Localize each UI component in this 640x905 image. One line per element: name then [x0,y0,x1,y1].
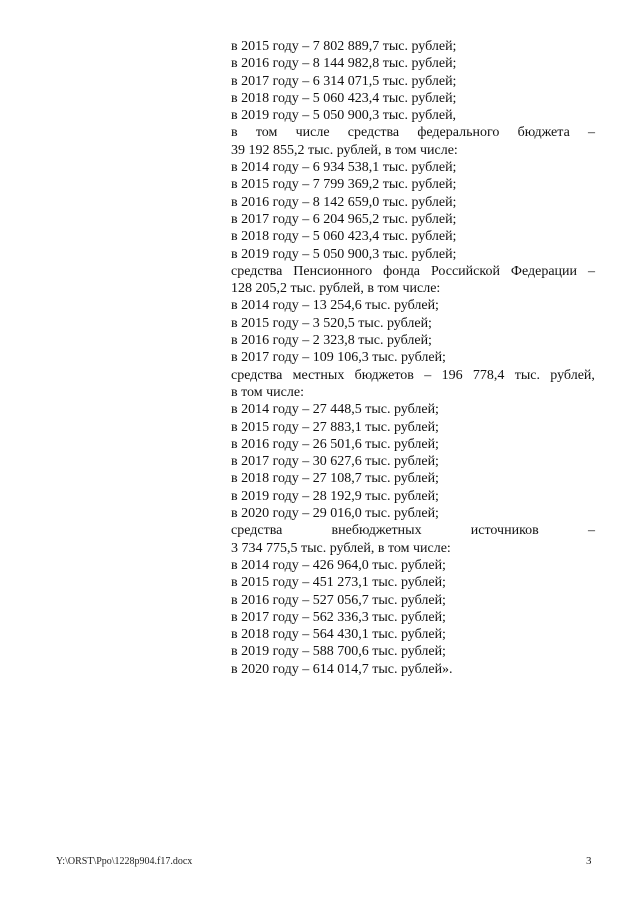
text-line: в 2019 году – 588 700,6 тыс. рублей; [231,644,446,660]
text-word: в [231,125,238,141]
text-line: в 2015 году – 3 520,5 тыс. рублей; [231,315,432,331]
text-word: средства [231,367,283,383]
text-line: в 2015 году – 27 883,1 тыс. рублей; [231,419,439,435]
text-line: в 2015 году – 7 799 369,2 тыс. рублей; [231,177,457,193]
text-line: в 2016 году – 8 144 982,8 тыс. рублей; [231,56,457,72]
text-line: в 2014 году – 27 448,5 тыс. рублей; [231,402,439,418]
text-line: в 2017 году – 6 204 965,2 тыс. рублей; [231,211,457,227]
text-line: в 2015 году – 7 802 889,7 тыс. рублей; [231,39,457,54]
text-word: – [588,523,595,539]
text-line: в 2019 году – 5 050 900,3 тыс. рублей, [231,108,457,124]
text-word: бюджетов [354,367,414,383]
text-line: в 2015 году – 451 273,1 тыс. рублей; [231,575,446,591]
text-line: в 2017 году – 6 314 071,5 тыс. рублей; [231,73,457,89]
text-word: местных [292,367,345,383]
text-line: 39 192 855,2 тыс. рублей, в том числе: [231,142,458,158]
text-line [231,367,595,384]
text-line: в 2019 году – 28 192,9 тыс. рублей; [231,488,439,504]
text-line: в 2016 году – 26 501,6 тыс. рублей; [231,436,439,452]
text-word: – [587,263,595,279]
text-line: в 2017 году – 109 106,3 тыс. рублей; [231,350,446,366]
text-line: в 2016 году – 527 056,7 тыс. рублей; [231,592,446,608]
text-word: 778,4 [472,367,505,383]
text-line: в 2016 году – 2 323,8 тыс. рублей; [231,333,432,349]
text-word: средства [231,263,283,279]
text-word: – [588,125,595,141]
text-word: бюджета [517,125,570,141]
text-word: средства [347,125,400,141]
text-line: в 2019 году – 5 050 900,3 тыс. рублей; [231,246,457,262]
text-line: 128 205,2 тыс. рублей, в том числе: [231,281,441,297]
text-word: Пенсионного [293,263,373,279]
text-word: – [424,367,432,383]
text-word: числе [295,125,330,141]
text-line: 3 734 775,5 тыс. рублей, в том числе: [231,540,451,556]
text-line: в 2018 году – 5 060 423,4 тыс. рублей; [231,229,457,245]
text-word: рублей, [550,367,595,383]
text-word: федерального [417,125,500,141]
text-word: Федерации [510,263,578,279]
footer-file-path: Y:\ORST\Ppo\1228p904.f17.docx [56,856,193,867]
text-line [231,124,595,141]
text-line: в 2016 году – 8 142 659,0 тыс. рублей; [231,194,457,210]
text-word: том [255,125,278,141]
text-line: в 2014 году – 13 254,6 тыс. рублей; [231,298,439,314]
text-word: фонда [383,263,421,279]
text-line: в 2017 году – 30 627,6 тыс. рублей; [231,454,439,470]
text-line: в 2014 году – 426 964,0 тыс. рублей; [231,557,446,573]
text-line: в 2017 году – 562 336,3 тыс. рублей; [231,609,446,625]
text-word: Российской [430,263,500,279]
text-line: в 2020 году – 29 016,0 тыс. рублей; [231,506,439,522]
text-word: тыс. [514,367,540,383]
text-line [231,522,595,539]
text-line: в 2014 году – 6 934 538,1 тыс. рублей; [231,160,457,176]
text-line: в 2018 году – 27 108,7 тыс. рублей; [231,471,439,487]
page-number: 3 [586,855,592,867]
text-line: в 2018 году – 5 060 423,4 тыс. рублей; [231,90,457,106]
text-line [231,263,595,280]
text-line: в 2020 году – 614 014,7 тыс. рублей». [231,661,453,677]
text-word: 196 [441,367,463,383]
text-word: источников [470,523,539,539]
document-body [231,38,595,678]
text-word: средства [231,523,283,539]
text-line: в том числе: [231,384,304,400]
text-line: в 2018 году – 564 430,1 тыс. рублей; [231,627,446,643]
text-word: внебюджетных [331,523,422,539]
